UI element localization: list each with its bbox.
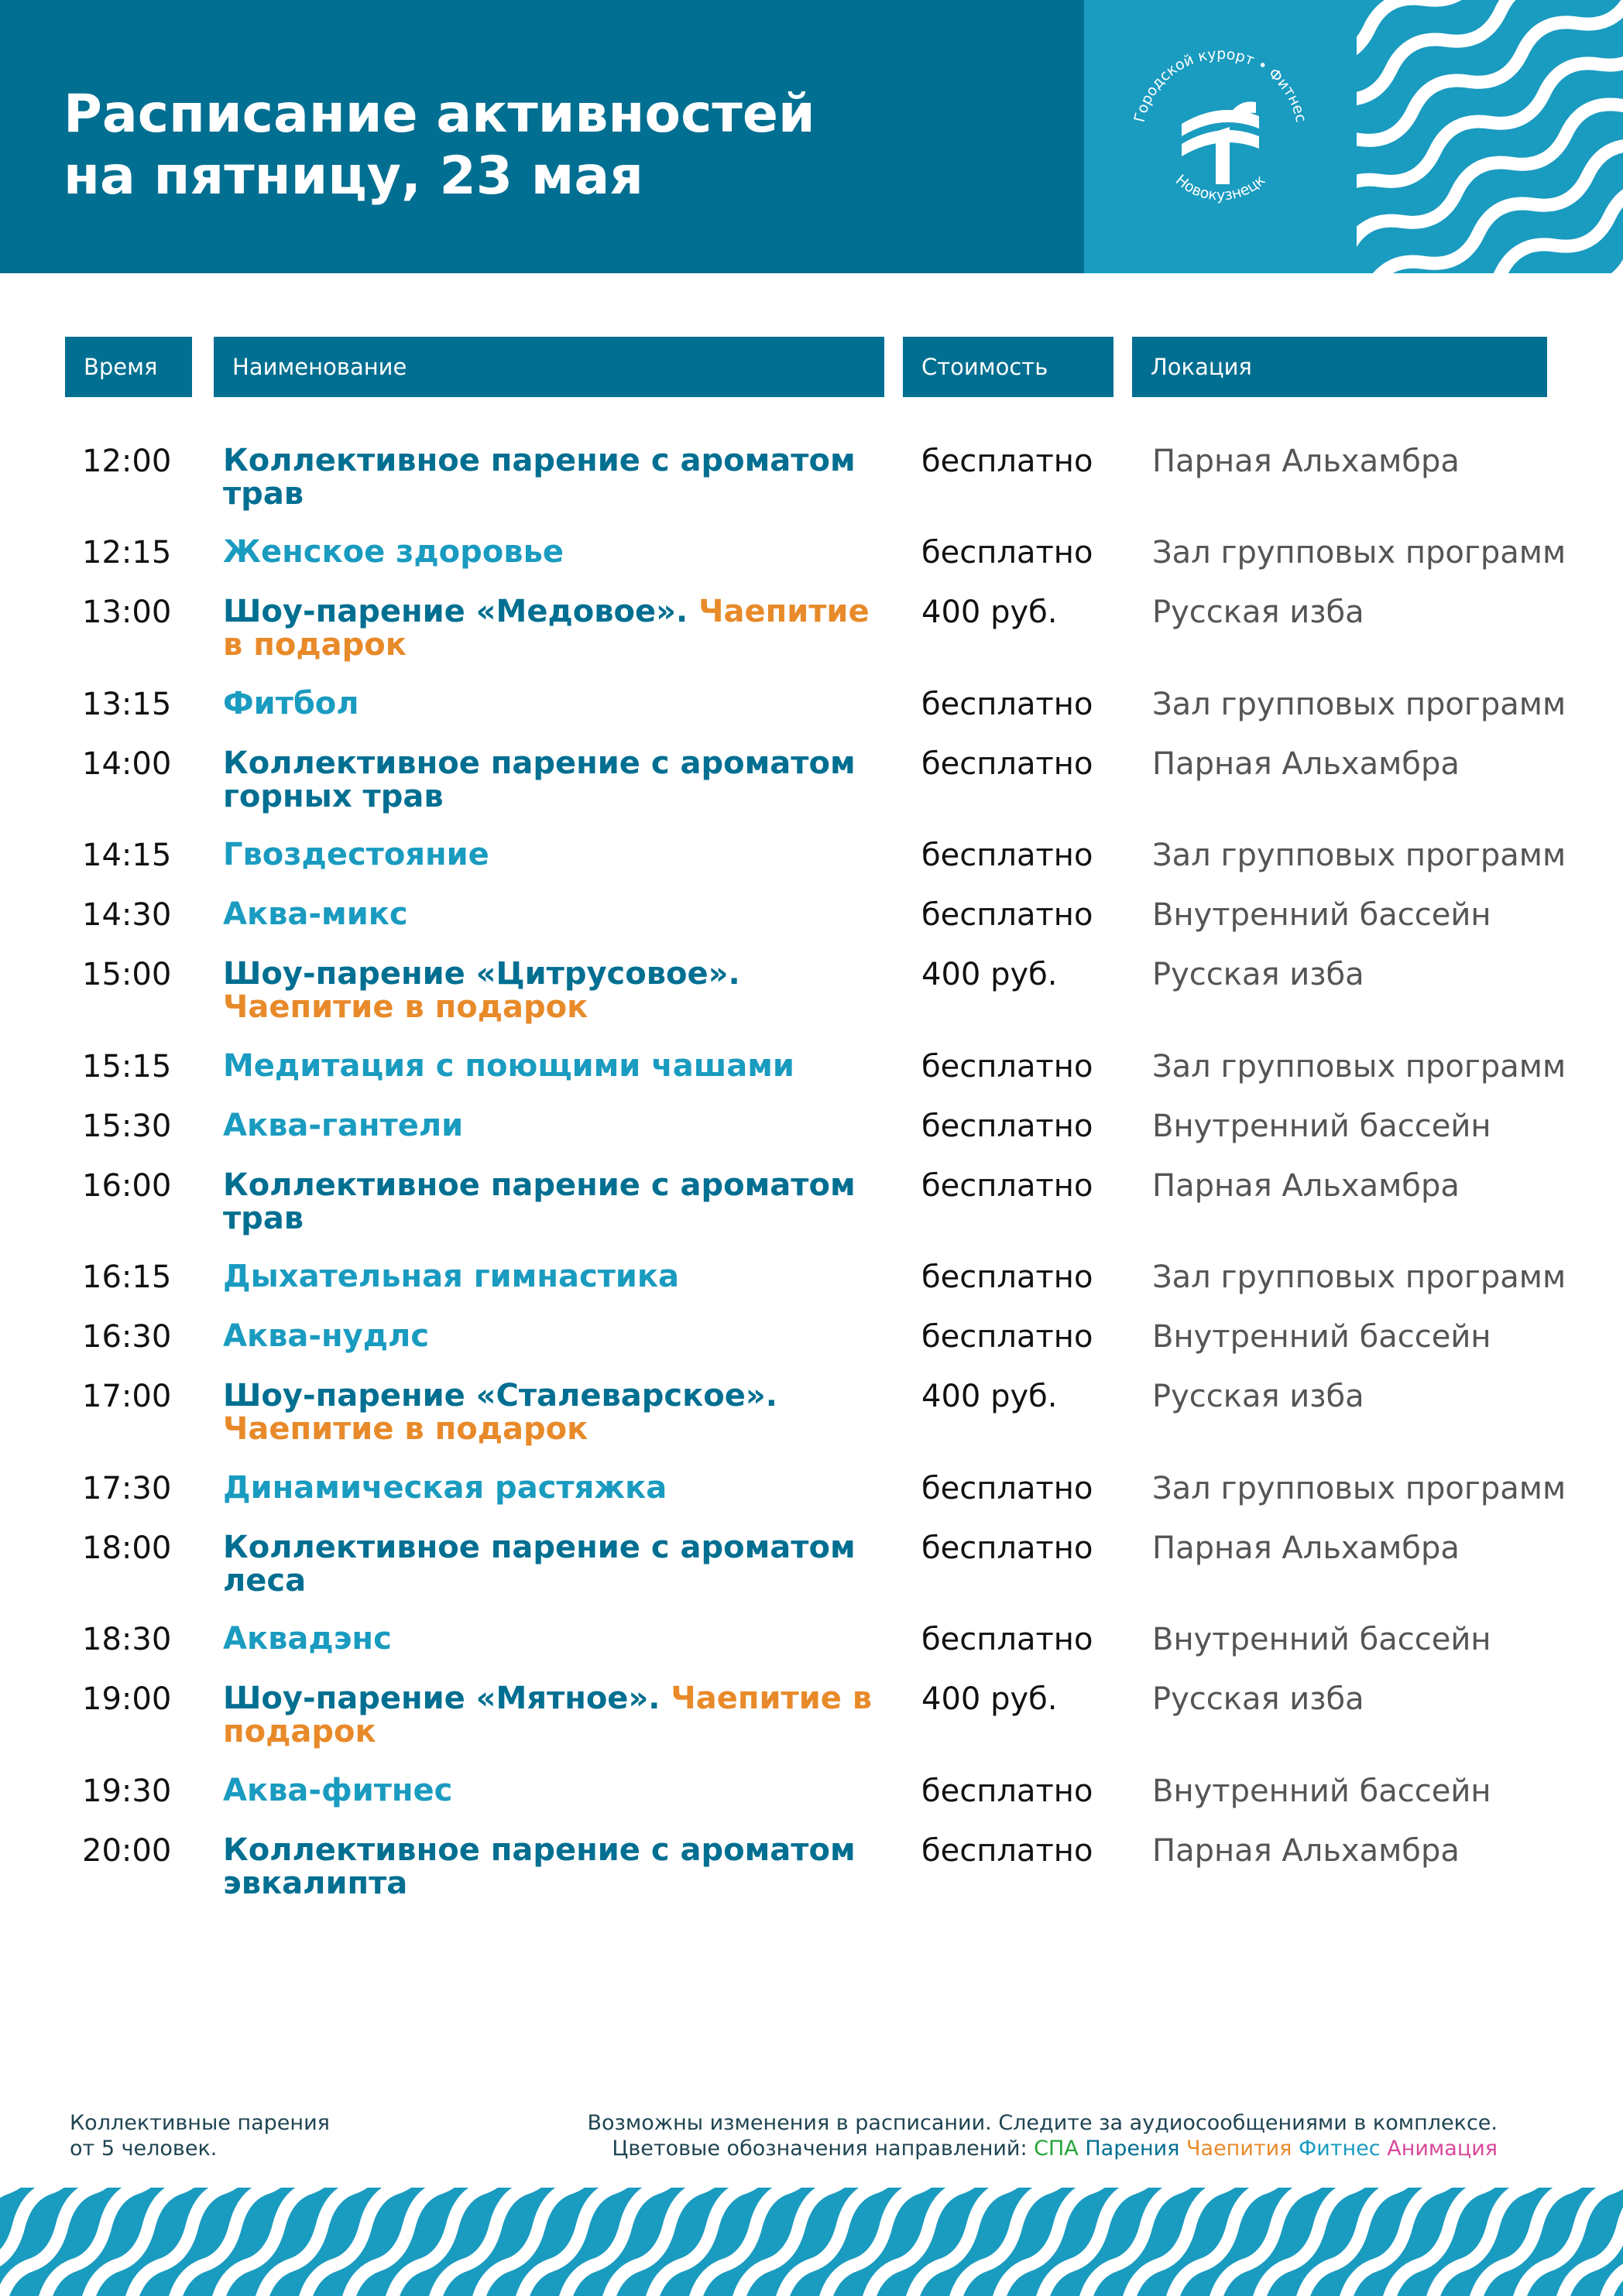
row-location: Парная Альхамбра — [1152, 444, 1460, 479]
row-location: Зал групповых программ — [1152, 1471, 1566, 1506]
activity-title: Шоу-парение «Цитрусовое». — [223, 956, 740, 992]
row-location: Зал групповых программ — [1152, 838, 1566, 873]
row-location: Зал групповых программ — [1152, 1259, 1566, 1295]
activity-title: Аква-гантели — [223, 1108, 464, 1143]
page-title — [63, 84, 1055, 207]
activity-title: Шоу-парение «Мятное». — [223, 1681, 661, 1716]
row-price: 400 руб. — [921, 1379, 1058, 1414]
row-price: бесплатно — [921, 444, 1093, 479]
activity-title: Гвоздестояние — [223, 837, 489, 872]
row-location: Зал групповых программ — [1152, 535, 1566, 571]
activity-title: Динамическая растяжка — [223, 1470, 667, 1506]
wave-pattern-top — [1357, 0, 1623, 273]
row-activity-name — [223, 838, 889, 872]
row-price: бесплатно — [921, 897, 1093, 933]
row-location: Русская изба — [1152, 1681, 1364, 1717]
row-time: 12:00 — [82, 444, 172, 479]
row-time: 14:30 — [82, 897, 172, 933]
row-time: 16:15 — [82, 1259, 172, 1295]
row-location: Внутренний бассейн — [1152, 1622, 1491, 1657]
title-line-2: на пятницу, 23 мая — [63, 146, 643, 207]
row-activity-name — [223, 1169, 889, 1235]
row-time: 14:15 — [82, 838, 172, 873]
activity-title: Женское здоровье — [223, 534, 564, 570]
row-time: 14:00 — [82, 746, 172, 782]
row-price: 400 руб. — [921, 957, 1058, 992]
row-price: бесплатно — [921, 687, 1093, 722]
activity-title: Коллективное парение с ароматом леса — [223, 1530, 856, 1599]
row-location: Внутренний бассейн — [1152, 1109, 1491, 1144]
row-price: бесплатно — [921, 1259, 1093, 1295]
row-activity-name — [223, 595, 889, 662]
row-activity-name — [223, 1050, 889, 1083]
row-time: 15:30 — [82, 1109, 172, 1144]
row-activity-name — [223, 1682, 889, 1749]
row-location: Зал групповых программ — [1152, 1049, 1566, 1085]
row-location: Русская изба — [1152, 957, 1364, 992]
row-time: 16:00 — [82, 1168, 172, 1204]
row-price: 400 руб. — [921, 1681, 1058, 1717]
row-location: Парная Альхамбра — [1152, 746, 1460, 782]
row-activity-name — [223, 898, 889, 931]
column-header-time: Время — [65, 337, 192, 397]
row-activity-name — [223, 1260, 889, 1294]
title-line-1: Расписание активностей — [63, 84, 815, 145]
row-price: бесплатно — [921, 1773, 1093, 1809]
legend-tea: Чаепития — [1186, 2137, 1292, 2161]
row-activity-name — [223, 1109, 889, 1143]
row-location: Парная Альхамбра — [1152, 1833, 1460, 1869]
row-time: 17:30 — [82, 1471, 172, 1506]
footer-note — [70, 2110, 472, 2161]
legend-sauna: Парения — [1085, 2137, 1180, 2161]
activity-title: Аква-микс — [223, 896, 408, 932]
row-price: бесплатно — [921, 1622, 1093, 1657]
row-activity-name — [223, 1834, 889, 1900]
wave-pattern-bottom — [0, 2188, 1623, 2296]
row-time: 13:00 — [82, 595, 172, 630]
row-price: 400 руб. — [921, 595, 1058, 630]
logo-ring-text-top: Городской курорт • Фитнес — [1131, 45, 1310, 125]
row-price: бесплатно — [921, 1471, 1093, 1506]
row-activity-name — [223, 1320, 889, 1353]
row-activity-name — [223, 1379, 889, 1446]
activity-title: Медитация с поющими чашами — [223, 1048, 794, 1084]
row-activity-name — [223, 1774, 889, 1808]
row-activity-name — [223, 1472, 889, 1505]
legend-spa: СПА — [1034, 2137, 1079, 2161]
row-location: Зал групповых программ — [1152, 687, 1566, 722]
row-time: 15:15 — [82, 1049, 172, 1085]
row-time: 19:30 — [82, 1773, 172, 1809]
legend-fitness: Фитнес — [1299, 2137, 1381, 2161]
row-activity-name — [223, 958, 889, 1024]
wave-pattern-icon — [1357, 0, 1623, 273]
activity-bonus: Чаепитие в подарок — [223, 1411, 588, 1447]
row-activity-name — [223, 536, 889, 569]
wave-pattern-icon — [0, 2188, 1623, 2296]
footer-note-line-2: от 5 человек. — [70, 2137, 218, 2161]
activity-bonus: Чаепитие в подарок — [223, 594, 870, 663]
row-activity-name — [223, 444, 889, 511]
activity-title: Коллективное парение с ароматом трав — [223, 1167, 856, 1236]
activity-title: Аква-фитнес — [223, 1773, 453, 1808]
row-price: бесплатно — [921, 1168, 1093, 1204]
row-price: бесплатно — [921, 838, 1093, 873]
row-time: 13:15 — [82, 687, 172, 722]
row-time: 18:30 — [82, 1622, 172, 1657]
activity-title: Дыхательная гимнастика — [223, 1259, 680, 1294]
row-time: 20:00 — [82, 1833, 172, 1869]
row-location: Внутренний бассейн — [1152, 1773, 1491, 1809]
row-time: 16:30 — [82, 1319, 172, 1355]
activity-title: Коллективное парение с ароматом горных трав — [223, 745, 856, 814]
activity-title: Аквадэнс — [223, 1621, 392, 1657]
row-location: Парная Альхамбра — [1152, 1530, 1460, 1566]
row-price: бесплатно — [921, 1319, 1093, 1355]
activity-bonus: Чаепитие в подарок — [223, 989, 588, 1025]
activity-title: Аква-нудлс — [223, 1318, 430, 1354]
footer-changes-notice: Возможны изменения в расписании. Следите за аудиосообщениями в комплексе. — [587, 2111, 1498, 2135]
row-price: бесплатно — [921, 1833, 1093, 1869]
row-price: бесплатно — [921, 1109, 1093, 1144]
row-time: 12:15 — [82, 535, 172, 571]
row-time: 18:00 — [82, 1530, 172, 1566]
row-activity-name — [223, 1623, 889, 1656]
row-time: 15:00 — [82, 957, 172, 992]
footer-info — [480, 2110, 1498, 2161]
column-header-price: Стоимость — [903, 337, 1113, 397]
legend-animation: Анимация — [1387, 2137, 1498, 2161]
row-time: 17:00 — [82, 1379, 172, 1414]
row-price: бесплатно — [921, 1049, 1093, 1085]
activity-title: Фитбол — [223, 686, 359, 721]
activity-bonus: Чаепитие в подарок — [223, 1681, 873, 1749]
activity-title: Шоу-парение «Медовое». — [223, 594, 688, 629]
row-price: бесплатно — [921, 535, 1093, 571]
column-header-location: Локация — [1132, 337, 1547, 397]
row-location: Внутренний бассейн — [1152, 897, 1491, 933]
resort-logo-icon — [1084, 0, 1357, 273]
column-header-name: Наименование — [214, 337, 884, 397]
row-price: бесплатно — [921, 746, 1093, 782]
row-location: Внутренний бассейн — [1152, 1319, 1491, 1355]
row-activity-name — [223, 1531, 889, 1598]
logo-ring-text-bottom: Новокузнецк — [1172, 171, 1269, 204]
logo-panel — [1084, 0, 1357, 273]
row-activity-name — [223, 747, 889, 814]
footer-legend-label: Цветовые обозначения направлений: — [612, 2137, 1028, 2161]
footer-note-line-1: Коллективные парения — [70, 2111, 330, 2135]
activity-title: Коллективное парение с ароматом трав — [223, 443, 856, 512]
row-price: бесплатно — [921, 1530, 1093, 1566]
activity-title: Коллективное парение с ароматом эвкалипта — [223, 1832, 856, 1901]
row-location: Русская изба — [1152, 1379, 1364, 1414]
row-time: 19:00 — [82, 1681, 172, 1717]
row-location: Парная Альхамбра — [1152, 1168, 1460, 1204]
row-location: Русская изба — [1152, 595, 1364, 630]
row-activity-name — [223, 687, 889, 721]
activity-title: Шоу-парение «Сталеварское». — [223, 1378, 777, 1414]
